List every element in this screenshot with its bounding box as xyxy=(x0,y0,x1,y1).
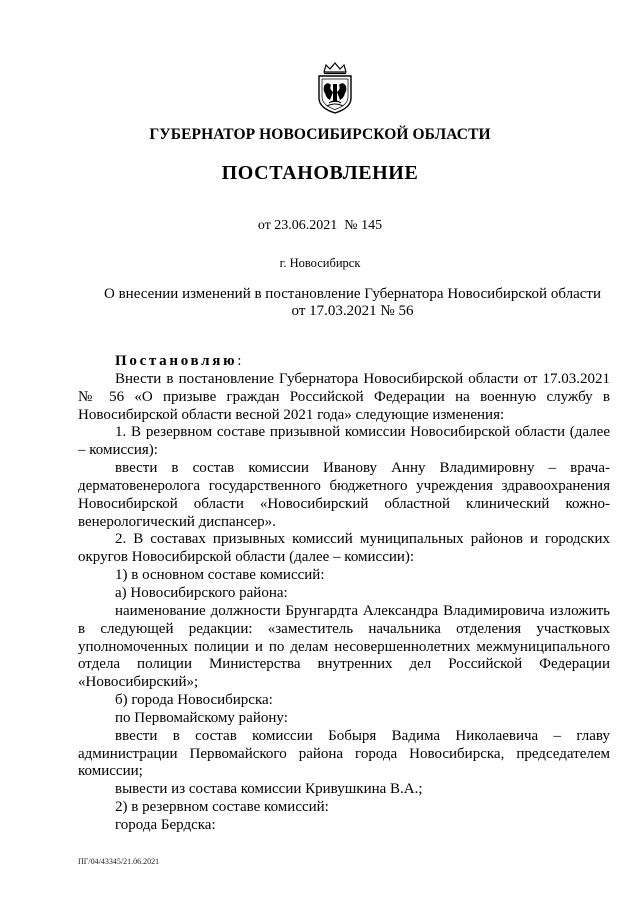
body-paragraph: ввести в состав комиссии Бобыря Вадима Николаевича – главу администрации Первомайского района города Новосибирска, председателем комиссии; xyxy=(78,727,610,780)
body-paragraph: 1. В резервном составе призывной комиссии Новосибирской области (далее – комиссия): xyxy=(78,424,610,459)
date-number-line: от 23.06.2021 № 145 xyxy=(257,218,383,233)
body-paragraph: а) Новосибирского района: xyxy=(115,584,288,601)
resolve-paragraph xyxy=(78,353,610,371)
body-paragraph: по Первомайскому району: xyxy=(115,709,288,726)
subject-line-1: О внесении изменений в постановление Губернатора Новосибирской области xyxy=(104,286,601,302)
body-paragraph: города Бердска: xyxy=(115,816,216,833)
body-paragraph: Внести в постановление Губернатора Новосибирской области от 17.03.2021 № 56 «О призыве граждан Российской Федерации на военную службу в Новосибирской области весной 2021 года» следующие изменения: xyxy=(78,370,610,423)
resolve-word: Постановляю xyxy=(115,353,238,369)
city-line: г. Новосибирск xyxy=(279,256,361,270)
document-type-title: ПОСТАНОВЛЕНИЕ xyxy=(221,162,419,184)
body-paragraph: 2) в резервном составе комиссий: xyxy=(115,799,329,816)
resolve-colon: : xyxy=(237,353,242,369)
body-paragraph: вывести из состава комиссии Кривушкина В.А.; xyxy=(115,781,423,798)
body-paragraph: ввести в состав комиссии Иванову Анну Владимировну – врача-дерматовенеролога государственного бюджетного учреждения здравоохранения Новосибирской области «Новосибирский областной клинический кожно-венерологический диспансер». xyxy=(78,460,610,530)
governor-heading: ГУБЕРНАТОР НОВОСИБИРСКОЙ ОБЛАСТИ xyxy=(149,126,491,143)
subject-line-2: от 17.03.2021 № 56 xyxy=(291,303,414,319)
subject-title xyxy=(70,286,635,320)
coat-of-arms-icon xyxy=(315,62,355,114)
body-paragraph: наименование должности Брунгардта Александра Владимировича изложить в следующей редакции: «заместитель начальника отделения участковых уполномоченных полиции и по делам несовершеннолетних межмуниципального отдела полиции Министерства внутренних дел Российской Федерации «Новосибирский»; xyxy=(78,602,610,691)
document-code-footer: ПГ/04/43345/21.06.2021 xyxy=(78,857,160,866)
body-paragraph: 1) в основном составе комиссий: xyxy=(115,567,325,584)
body-paragraph: б) города Новосибирска: xyxy=(115,692,273,709)
document-body xyxy=(78,353,610,835)
body-paragraph: 2. В составах призывных комиссий муниципальных районов и городских округов Новосибирской области (далее – комиссии): xyxy=(78,531,610,566)
